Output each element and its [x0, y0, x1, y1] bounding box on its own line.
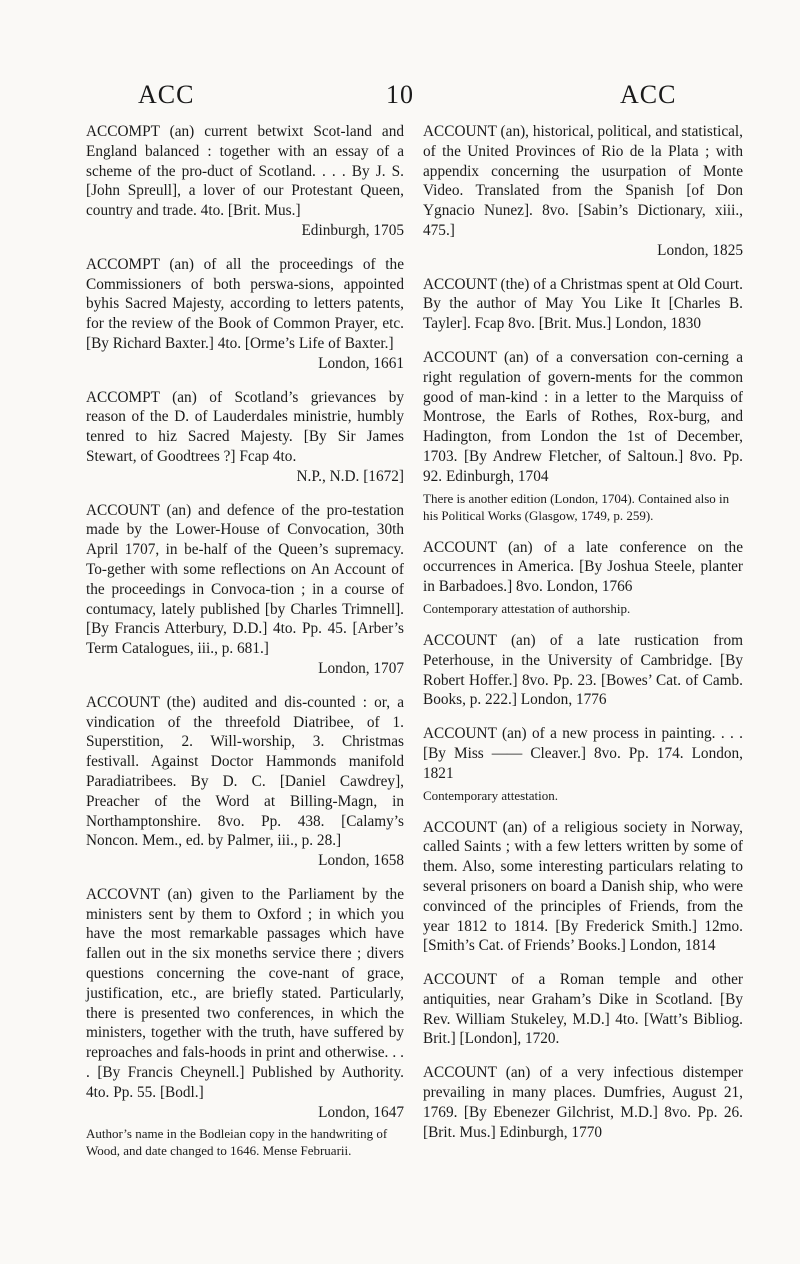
- entry-imprint: London, 1707: [318, 659, 404, 677]
- entry-imprint: London, 1661: [318, 354, 404, 372]
- entry-note: Contemporary attestation.: [423, 787, 559, 803]
- entry-text: ACCOUNT (an) of a religious society in Norway, called Saints ; with a few letters written by some of them. Also, some interesting particulars relating to several prisoners on board a Danish ship, who were convinced of the principles of Friends, from the year 1812 to 1814. [By Frederick Smith.] 12mo. [Smith’s Cat. of Friends’ Books.] London, 1814: [423, 818, 743, 955]
- entry-text: ACCOUNT (an) of a late rustication from Peterhouse, in the University of Cambridge. [By Robert Hoffer.] 8vo. Pp. 23. [Bowes’ Cat. of Camb. Books, p. 222.] London, 1776: [423, 631, 743, 709]
- bibliography-entry: [86, 388, 404, 487]
- bibliography-entry: [423, 538, 743, 617]
- entry-imprint: N.P., N.D. [1672]: [296, 467, 404, 485]
- entry-imprint: London, 1647: [318, 1103, 404, 1121]
- entry-text: ACCOUNT (an) of a conversation con-cerning a right regulation of govern-ments for the common good of man-kind : in a letter to the Marquiss of Montrose, the Earls of Rothes, Rox-burg, and Hadington, from London the 1st of December, 1703. [By Andrew Fletcher, of Saltoun.] 8vo. Pp. 92. Edinburgh, 1704: [423, 348, 743, 485]
- entry-imprint: Edinburgh, 1705: [301, 221, 404, 239]
- entry-text: ACCOUNT of a Roman temple and other antiquities, near Graham’s Dike in Scotland. [By Rev. William Stukeley, M.D.] 4to. [Watt’s Bibliog. Brit.] [London], 1720.: [423, 971, 743, 1048]
- entry-text: ACCOMPT (an) of Scotland’s grievances by reason of the D. of Lauderdales ministrie, humbly tenred to hiz Sacred Majesty. [By Sir James Stewart, of Goodtrees ?] Fcap 4to.: [86, 388, 404, 465]
- entry-text: ACCOUNT (an), historical, political, and statistical, of the United Provinces of Rio de la Plata ; with appendix concerning the usurpation of Monte Video. Translated from the Spanish [of Don Ygnacio Nunez]. 8vo. [Sabin’s Dictionary, xiii., 475.]: [423, 123, 743, 239]
- bibliography-entry: [86, 255, 404, 374]
- bibliography-entry: [423, 275, 743, 334]
- entry-text: ACCOUNT (the) of a Christmas spent at Old Court. By the author of May You Like It [Charles B. Tayler]. Fcap 8vo. [Brit. Mus.] London, 1830: [423, 275, 743, 333]
- entry-text: ACCOUNT (an) of a new process in painting. . . . [By Miss —— Cleaver.] 8vo. Pp. 174. London, 1821: [423, 725, 743, 782]
- entry-text: ACCOUNT (the) audited and dis-counted : or, a vindication of the threefold Diatribee, of 1. Superstition, 2. Will-worship, 3. Christmas festivall. Against Doctor Hammonds manifold Paradiatribees. By D. C. [Daniel Cawdrey], Preacher of the Word at Billing-Magn, in Northamptonshire. 8vo. Pp. 438. [Calamy’s Noncon. Mem., ed. by Palmer, iii., p. 28.]: [86, 693, 404, 850]
- bibliography-entry: [423, 970, 743, 1049]
- entry-note: Author’s name in the Bodleian copy in the handwriting of Wood, and date changed to 1646. Mense Februarii.: [86, 1126, 388, 1159]
- entry-note: There is another edition (London, 1704). Contained also in his Political Works (Glasgow, 1749, p. 259).: [423, 490, 730, 523]
- left-column: [86, 122, 404, 1173]
- entry-imprint: London, 1825: [657, 241, 743, 259]
- bibliography-entry: [423, 724, 743, 803]
- bibliography-entry: [423, 818, 743, 957]
- bibliography-entry: [86, 122, 404, 241]
- right-column: [423, 122, 743, 1156]
- entry-text: ACCOVNT (an) given to the Parliament by the ministers sent by them to Oxford ; in which you have the most remarkable passages which have fallen out in the six moneths service there ; divers questions concerning the cove-nant of grace, justification, etc., are briefly stated. Particularly, there is presented two conferences, in which the ministers, together with the truth, have suffered by reproaches and fals-hoods in print and otherwise. . . . [By Francis Cheynell.] Published by Authority. 4to. Pp. 55. [Bodl.]: [86, 885, 404, 1101]
- bibliography-entry: [86, 693, 404, 871]
- bibliography-entry: [423, 1063, 743, 1142]
- entry-note: Contemporary attestation of authorship.: [423, 600, 631, 616]
- entry-text: ACCOUNT (an) of a late conference on the occurrences in America. [By Joshua Steele, planter in Barbadoes.] 8vo. London, 1766: [423, 538, 743, 596]
- bibliography-entry: [86, 501, 404, 679]
- running-header: [0, 80, 800, 120]
- entry-text: ACCOMPT (an) of all the proceedings of the Commissioners of both perswa-sions, appointed byhis Sacred Majesty, according to letters patents, for the review of the Book of Common Prayer, etc. [By Richard Baxter.] 4to. [Orme’s Life of Baxter.]: [86, 255, 404, 352]
- bibliography-entry: [423, 631, 743, 710]
- entry-imprint: London, 1658: [318, 852, 404, 870]
- bibliography-entry: [86, 885, 404, 1160]
- header-left-catchword: ACC: [138, 80, 195, 109]
- bibliography-entry: [423, 122, 743, 261]
- entry-text: ACCOUNT (an) and defence of the pro-testation made by the Lower-House of Convocation, 30th April 1707, in be-half of the Queen’s supremacy. To-gether with some reflections on An Account of the proceedings in Convoca-tion ; in a course of contumacy, lately published [by Charles Trimnell]. [By Francis Atterbury, D.D.] 4to. Pp. 45. [Arber’s Term Catalogues, iii., p. 681.]: [86, 501, 404, 658]
- bibliography-entry: [423, 348, 743, 524]
- header-right-catchword: ACC: [620, 80, 677, 109]
- entry-text: ACCOUNT (an) of a very infectious distemper prevailing in many places. Dumfries, August 21, 1769. [By Ebenezer Gilchrist, M.D.] 8vo. Pp. 26. [Brit. Mus.] Edinburgh, 1770: [423, 1064, 743, 1141]
- page-number: 10: [386, 80, 414, 109]
- entry-text: ACCOMPT (an) current betwixt Scot-land and England balanced : together with an essay of a scheme of the pro-duct of Scotland. . . . By J. S. [John Spreull], a lover of our Protestant Queen, country and trade. 4to. [Brit. Mus.]: [86, 123, 404, 220]
